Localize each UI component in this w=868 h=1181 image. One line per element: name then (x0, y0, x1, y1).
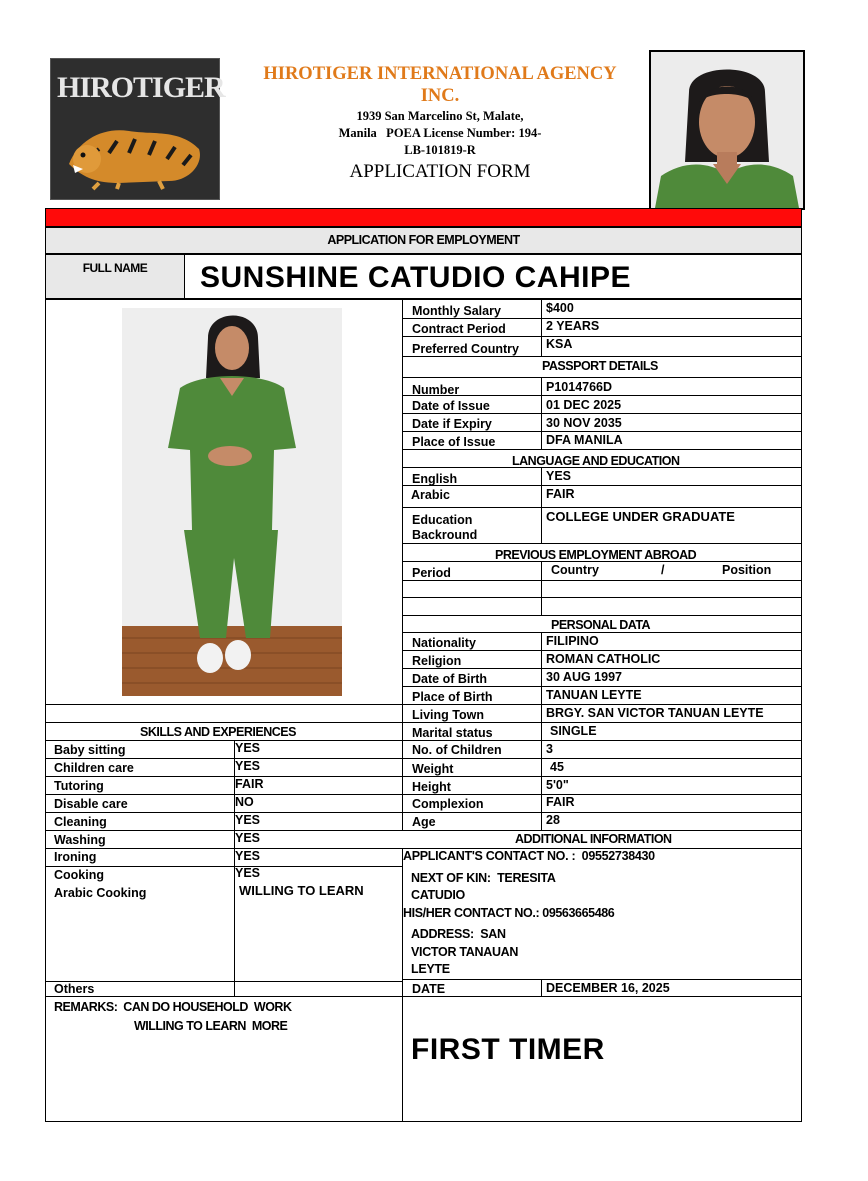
address-line3: LEYTE (411, 962, 450, 976)
children-label: No. of Children (412, 743, 502, 757)
section-title: APPLICATION FOR EMPLOYMENT (327, 233, 520, 247)
row-line (402, 377, 802, 378)
birth-place-value: TANUAN LEYTE (546, 688, 642, 702)
skill-label: Cooking (54, 868, 104, 882)
row-line (402, 413, 802, 414)
agency-address-line2: Manila POEA License Number: 194- (338, 126, 542, 140)
passport-number: P1014766D (546, 380, 613, 394)
row-line (402, 686, 802, 687)
religion-value: ROMAN CATHOLIC (546, 652, 661, 666)
education-label-1: Education (412, 513, 473, 527)
education-label-2: Backround (412, 528, 478, 542)
english-value: YES (546, 469, 572, 483)
birth-place-label: Place of Birth (412, 690, 493, 704)
birth-date-label: Date of Birth (412, 672, 487, 686)
skill-value: YES (235, 759, 261, 773)
kin-contact: HIS/HER CONTACT NO.: 09563665486 (403, 906, 615, 920)
skill-value: YES (235, 831, 261, 845)
skill-label: Arabic Cooking (54, 886, 147, 900)
additional-info-title: ADDITIONAL INFORMATION (515, 832, 672, 846)
previous-employment-title: PREVIOUS EMPLOYMENT ABROAD (495, 548, 697, 562)
birth-date-value: 30 AUG 1997 (546, 670, 622, 684)
religion-label: Religion (412, 654, 462, 668)
row-line (45, 794, 802, 795)
applicant-contact: APPLICANT'S CONTACT NO. : 09552738430 (403, 849, 655, 863)
row-line (402, 318, 802, 319)
country-value: KSA (546, 337, 573, 351)
row-line (402, 543, 802, 544)
date-label: DATE (412, 982, 446, 996)
row-line (402, 668, 802, 669)
previous-separator: / (661, 563, 665, 577)
row-line (402, 395, 802, 396)
row-line (45, 722, 802, 723)
issue-place-label: Place of Issue (412, 435, 496, 449)
row-line (402, 507, 802, 508)
skill-label: Baby sitting (54, 743, 126, 757)
row-line (402, 597, 802, 598)
row-line (45, 704, 802, 705)
row-line (45, 866, 402, 867)
arabic-value: FAIR (546, 487, 575, 501)
date-col-border (541, 979, 542, 996)
address-line2: VICTOR TANAUAN (411, 945, 519, 959)
remarks-line2: WILLING TO LEARN MORE (134, 1019, 288, 1033)
form-title: APPLICATION FORM (349, 161, 531, 182)
children-value: 3 (546, 742, 553, 756)
nationality-value: FILIPINO (546, 634, 599, 648)
applicant-full-body-photo (122, 308, 342, 696)
living-town-label: Living Town (412, 708, 484, 722)
value-col-border-3 (541, 467, 542, 543)
skill-value: FAIR (235, 777, 264, 791)
skill-value: YES (235, 849, 261, 863)
skill-label: Ironing (54, 850, 97, 864)
skill-label: Children care (54, 761, 134, 775)
full-name-value: SUNSHINE CATUDIO CAHIPE (200, 261, 631, 294)
row-line (402, 632, 802, 633)
previous-position-label: Position (722, 563, 772, 577)
weight-label: Weight (412, 762, 454, 776)
skill-label: Tutoring (54, 779, 104, 793)
period-label: Period (412, 566, 451, 580)
row-line (402, 431, 802, 432)
skill-value: YES (235, 866, 261, 880)
row-line (402, 485, 802, 486)
skill-value: NO (235, 795, 254, 809)
agency-address-line3: LB-101819-R (404, 143, 476, 157)
marital-status-label: Marital status (412, 726, 493, 740)
complexion-label: Complexion (412, 797, 484, 811)
row-line (402, 449, 802, 450)
complexion-value: FAIR (546, 795, 575, 809)
row-line (402, 356, 802, 357)
row-line (402, 650, 802, 651)
language-title: LANGUAGE AND EDUCATION (512, 454, 680, 468)
row-line (402, 580, 802, 581)
row-line (45, 776, 802, 777)
others-label: Others (54, 982, 95, 996)
row-line (402, 336, 802, 337)
logo-text: HIROTIGER (57, 71, 225, 104)
agency-name-line1: HIROTIGER INTERNATIONAL AGENCY (263, 64, 617, 84)
english-label: English (412, 472, 458, 486)
salary-value: $400 (546, 301, 574, 315)
value-col-border-1 (541, 299, 542, 356)
personal-data-title: PERSONAL DATA (551, 618, 651, 632)
living-town-value: BRGY. SAN VICTOR TANUAN LEYTE (546, 706, 764, 720)
passport-number-label: Number (412, 383, 460, 397)
next-of-kin-line2: CATUDIO (411, 888, 465, 902)
issue-date: 01 DEC 2025 (546, 398, 622, 412)
agency-address-line1: 1939 San Marcelino St, Malate, (356, 109, 524, 123)
height-label: Height (412, 780, 451, 794)
skill-label: Cleaning (54, 815, 107, 829)
applicant-status: FIRST TIMER (411, 1033, 605, 1066)
date-value: DECEMBER 16, 2025 (546, 981, 670, 995)
skill-label: Disable care (54, 797, 128, 811)
row-line (402, 979, 802, 980)
education-value: COLLEGE UNDER GRADUATE (546, 509, 735, 524)
address-line1: ADDRESS: SAN (411, 927, 506, 941)
applicant-headshot (649, 50, 805, 210)
right-col-border (402, 299, 403, 704)
agency-name-line2: INC. (420, 86, 460, 106)
value-col-border-4 (541, 561, 542, 615)
skill-value: WILLING TO LEARN (239, 883, 364, 898)
country-label: Preferred Country (412, 342, 519, 356)
arabic-label: Arabic (411, 488, 450, 502)
nationality-label: Nationality (412, 636, 476, 650)
row-line (45, 830, 802, 831)
height-value: 5'0" (546, 778, 569, 792)
age-value: 28 (546, 813, 560, 827)
age-label: Age (412, 815, 436, 829)
company-logo (50, 58, 225, 200)
row-line (45, 740, 802, 741)
issue-place: DFA MANILA (546, 433, 623, 447)
skill-value: YES (235, 741, 261, 755)
row-line (45, 758, 802, 759)
additional-col-border (402, 848, 403, 1122)
weight-value: 45 (550, 760, 564, 774)
skill-value: YES (235, 813, 261, 827)
issue-date-label: Date of Issue (412, 399, 490, 413)
skills-title: SKILLS AND EXPERIENCES (140, 725, 296, 739)
marital-status-value: SINGLE (550, 724, 597, 738)
tiger-icon (59, 109, 209, 191)
skill-label: Washing (54, 833, 106, 847)
row-line (45, 981, 402, 982)
row-line (402, 615, 802, 616)
row-line (45, 812, 802, 813)
next-of-kin-line1: NEXT OF KIN: TERESITA (411, 871, 556, 885)
row-line (45, 996, 802, 997)
red-divider-bar (45, 208, 802, 227)
previous-country-label: Country (551, 563, 599, 577)
full-name-label: FULL NAME (82, 261, 148, 275)
value-col-border-5 (541, 632, 542, 830)
remarks-line1: REMARKS: CAN DO HOUSEHOLD WORK (54, 1000, 292, 1014)
contract-value: 2 YEARS (546, 319, 600, 333)
contract-label: Contract Period (412, 322, 506, 336)
expiry-date-label: Date if Expiry (412, 417, 492, 431)
passport-title: PASSPORT DETAILS (542, 359, 658, 373)
expiry-date: 30 NOV 2035 (546, 416, 622, 430)
salary-label: Monthly Salary (412, 304, 501, 318)
